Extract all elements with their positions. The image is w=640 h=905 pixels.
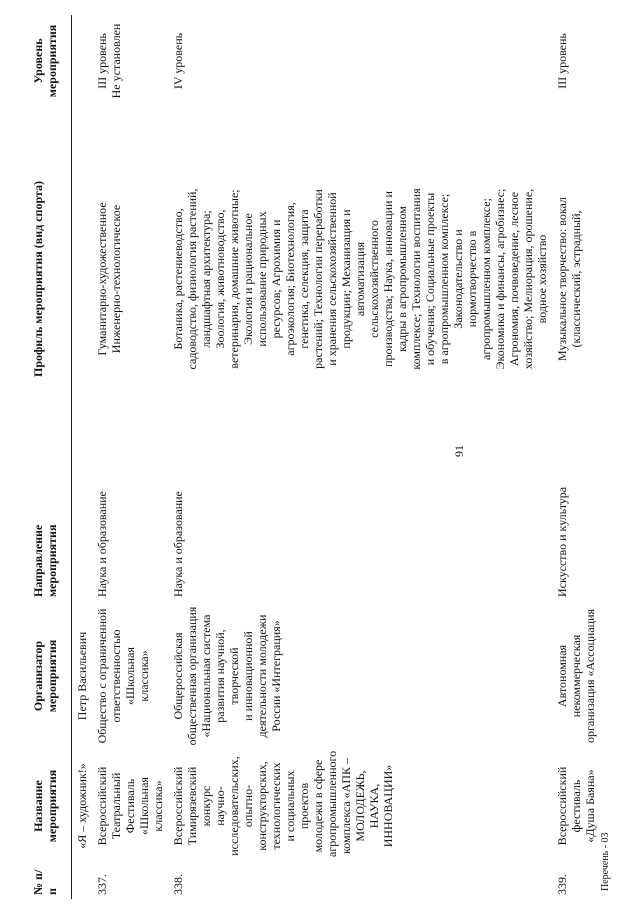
cell-text-line: комплексе; Технологии воспитания (409, 188, 423, 370)
cell-text-line: Наука и образование (171, 491, 185, 597)
cell-text-line: и обучения; Социальные проекты (423, 192, 437, 366)
table-header-row (28, 15, 72, 899)
cell-text-line: ответственностью «Школьная (109, 629, 137, 723)
profile-cell (168, 107, 552, 451)
cell-text-line: ветеринария, домашние животные; (227, 189, 241, 369)
profile-cell (92, 107, 168, 451)
cell-text-line: Агрономия, почвоведение, лесное (507, 191, 521, 367)
cell-text-line: Фестиваль «Школьная (123, 777, 151, 835)
organizer-cell (552, 601, 600, 751)
cell-text-line: производства; Наука, инновации и (381, 191, 395, 367)
cell-text-line: и хранения сельскохозяйственной (325, 192, 339, 366)
cell-text-line: Общество с ограниченной (95, 608, 109, 744)
level-cell (168, 15, 552, 107)
cell-text-line: научно-исследовательских, (213, 756, 241, 856)
cell-text-line: организация «Ассоциация (583, 608, 597, 744)
cell-text-line: «Национальная система (199, 614, 213, 738)
cell-text-line: Всероссийский Театральный (95, 766, 123, 846)
cell-text-line: агропромышленном комплексе; (479, 198, 493, 360)
table-row (92, 15, 168, 899)
level-cell (72, 15, 93, 107)
cell-text-line: IV уровень (171, 32, 185, 90)
header-organizer: Организатор мероприятия (28, 601, 72, 751)
cell-text-line: хозяйство; Мелиорация, орошение, (521, 188, 535, 370)
cell-text-line: Зоология, животноводство, (213, 209, 227, 349)
cell-text-line: Всероссийский фестиваль (555, 766, 583, 846)
cell-text-line: кадры в агропромышленном (395, 206, 409, 352)
cell-text-line: Гуманитарно-художественное (95, 202, 109, 356)
header-level: Уровень мероприятия (28, 15, 72, 107)
page-number: 91 (452, 445, 466, 457)
row-number: 337. (95, 874, 109, 895)
level-cell (92, 15, 168, 107)
header-direction: Направление мероприятия (28, 451, 72, 601)
cell-text-line: в агропромышленном комплексе; (437, 193, 451, 365)
cell-text-line: МОЛОДЕЖЬ, НАУКА, (353, 770, 381, 842)
direction-cell (92, 451, 168, 601)
cell-text-line: продукции; Механизация и (339, 209, 353, 349)
direction-cell (552, 451, 600, 601)
cell-text-line: «Я – художник!» (75, 763, 89, 849)
cell-text-line: технологических (269, 762, 283, 850)
table-row (72, 15, 93, 899)
cell-text-line: садоводство, физиология растений, (185, 188, 199, 370)
direction-cell (72, 451, 93, 601)
cell-text-line: Искусство и культура (555, 486, 569, 597)
cell-text-line: ресурсов; Агрохимия и (269, 219, 283, 339)
cell-text-line: и социальных проектов (283, 770, 311, 842)
cell-text-line: развития научной, творческой (213, 629, 241, 723)
cell-text-line: Петр Васильевич (75, 631, 89, 721)
footer-note: Перечень - 03 (600, 832, 611, 891)
cell-text-line: Законодательство и (451, 229, 465, 329)
cell-text-line: ландшафтная архитектура; (199, 210, 213, 348)
cell-text-line: агропромышленного (325, 750, 339, 857)
table-row (168, 15, 552, 899)
cell-text-line: генетика, селекция, защита (297, 209, 311, 349)
event-name-cell (72, 751, 93, 861)
cell-text-line: Экология и рациональное (241, 213, 255, 345)
cell-text-line: России «Интеграция» (269, 620, 283, 732)
cell-text-line: Автономная некоммерческая (555, 634, 583, 718)
header-name: Название мероприятия (28, 751, 72, 861)
cell-text-line: «Душа Баяна» (583, 769, 597, 843)
direction-cell (168, 451, 552, 601)
cell-text-line: Наука и образование (95, 491, 109, 597)
cell-text-line: общественная организация (185, 606, 199, 746)
table-row (552, 15, 600, 899)
cell-text-line: деятельности молодежи (255, 614, 269, 738)
header-num: № п/п (28, 861, 72, 899)
event-name-cell (168, 751, 552, 861)
cell-text-line: сельскохозяйственного (367, 220, 381, 338)
row-number: 339. (555, 874, 569, 895)
cell-text-line: Инженерно-технологическое (109, 204, 123, 354)
cell-text-line: классика» (137, 650, 151, 702)
cell-text-line: использование природных (255, 211, 269, 347)
cell-text-line: комплекса «АПК – (339, 758, 353, 854)
cell-text-line: III уровень (555, 33, 569, 89)
cell-text-line: Музыкальное творчество: вокал (555, 197, 569, 361)
organizer-cell (72, 601, 93, 751)
events-table (28, 15, 600, 899)
cell-text-line: Ботаника, растениеводство, (171, 208, 185, 350)
cell-text-line: водное хозяйство (535, 234, 549, 324)
cell-text-line: III уровень (95, 33, 109, 89)
cell-text-line: Экономика и финансы, агробизнес; (493, 188, 507, 370)
cell-text-line: (классический, эстрадный, (569, 210, 583, 348)
cell-text-line: Не установлен (109, 23, 123, 99)
level-cell (552, 15, 600, 107)
profile-cell (552, 107, 600, 451)
cell-text-line: Всероссийский (171, 766, 185, 846)
header-profile: Профиль мероприятия (вид спорта) (28, 107, 72, 451)
cell-text-line: автоматизация (353, 241, 367, 317)
cell-text-line: Общероссийская (171, 632, 185, 720)
cell-text-line: опытно-конструкторских, (241, 761, 269, 851)
event-name-cell (552, 751, 600, 861)
event-name-cell (92, 751, 168, 861)
cell-text-line: нормотворчество в (465, 230, 479, 328)
cell-text-line: и инновационной (241, 631, 255, 721)
organizer-cell (92, 601, 168, 751)
cell-text-line: классика» (151, 780, 165, 832)
cell-text-line: молодежи в сфере (311, 759, 325, 853)
cell-text-line: растений; Технологии переработки (311, 189, 325, 369)
table-body (72, 15, 601, 899)
profile-cell (72, 107, 93, 451)
cell-text-line: агроэкология; Биотехнология, (283, 202, 297, 356)
cell-text-line: Тимирязевский конкурс (185, 766, 213, 846)
row-number (72, 861, 93, 899)
organizer-cell (168, 601, 552, 751)
cell-text-line: ИННОВАЦИИ» (381, 764, 395, 848)
row-number: 338. (171, 874, 185, 895)
